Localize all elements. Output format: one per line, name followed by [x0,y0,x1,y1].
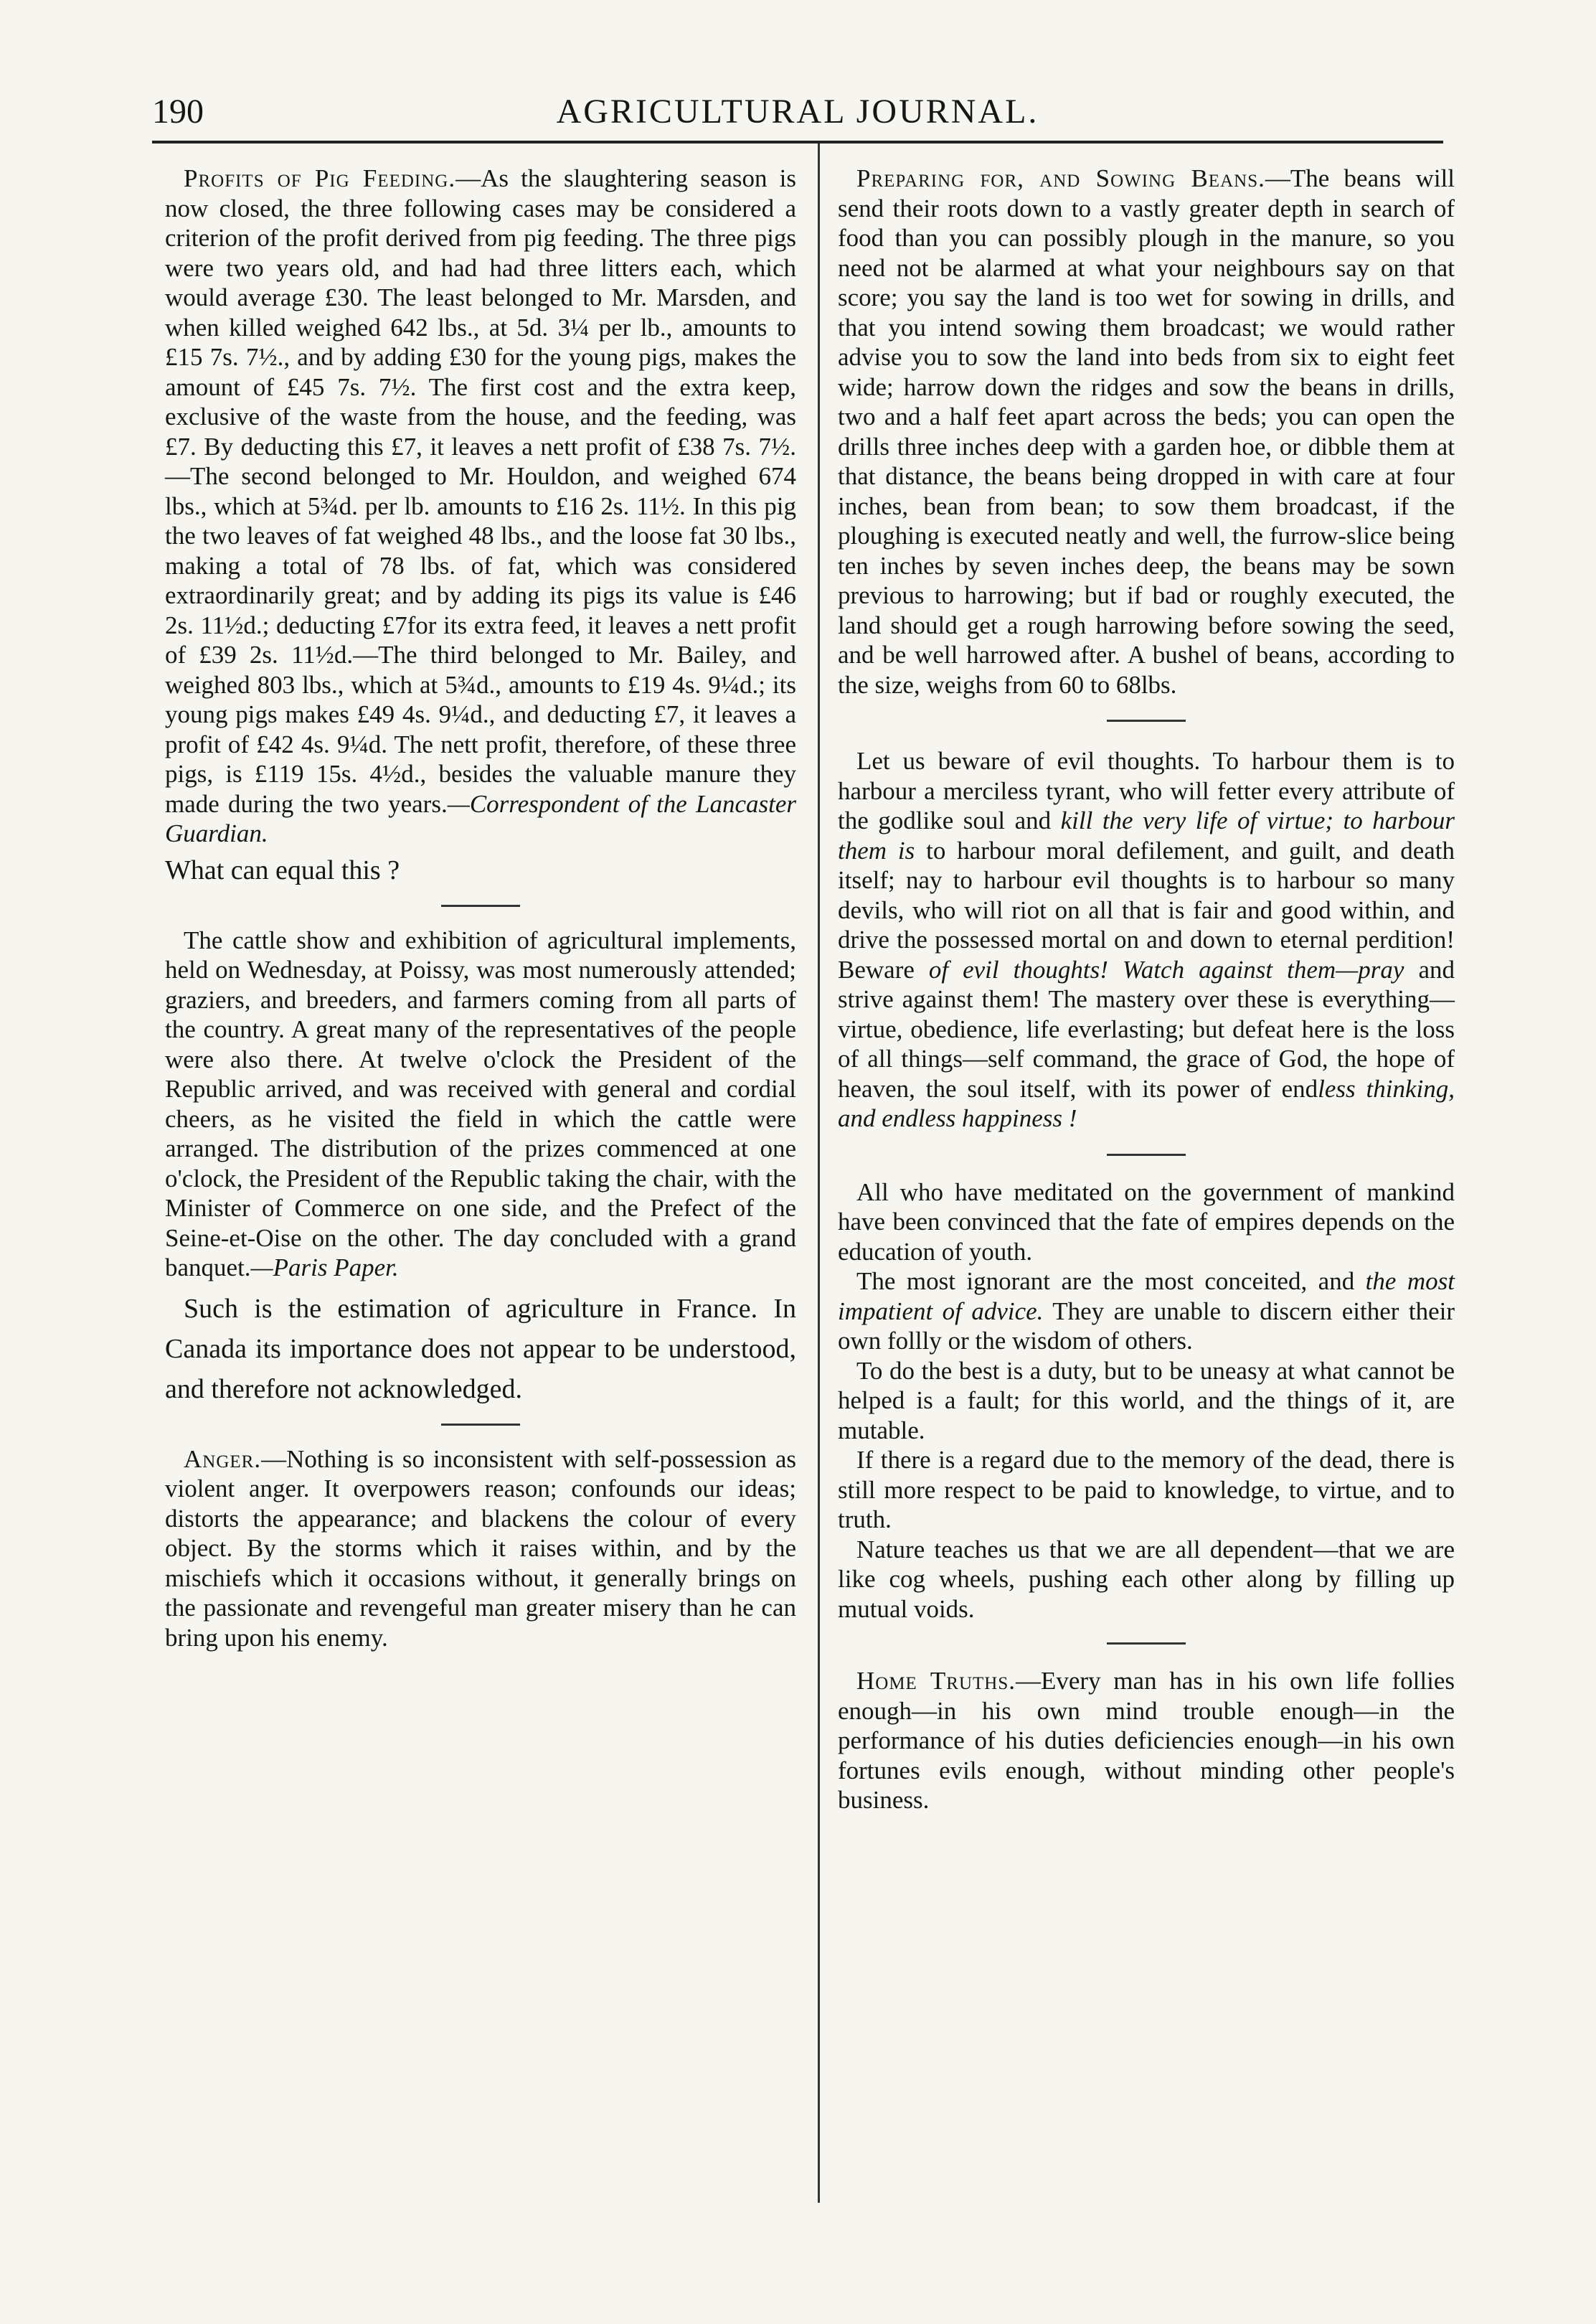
article-body: —Nothing is so inconsistent with self-possession as violent anger. It overpowers reason; confounds our ideas; distorts the appearance; and blackens the colour of every object. By the storms which it raises within, and by the mischiefs which it occasions without, it generally brings on the passionate and revengeful man greater misery than he can bring upon his enemy. [165,1444,796,1652]
article-source: —Paris Paper. [250,1253,399,1281]
text-run-italic: the most impatient of advice. [838,1267,1455,1325]
text-run: The most ignorant are the most conceited, and [856,1267,1366,1295]
separator-rule [441,1424,520,1426]
article-cattle-show [165,926,796,1283]
article-anger [165,1444,796,1653]
page-header [152,92,1443,135]
header-rule [152,141,1443,144]
article-heading: Profits of Pig Feeding. [184,164,456,192]
article-pig-feeding [165,164,796,849]
article-sowing-beans [838,164,1455,700]
column-divider [818,144,820,2203]
article-body: —The beans will send their roots down to a vastly greater depth in search of food than you can possibly plough in the manure, so you need not be alarmed at what your neighbours say on that score; you say the land is too wet for sowing in drills, and that you intend sowing them broadcast; we would rather advise you to sow the land into beds from six to eight feet wide; harrow down the ridges and sow the beans in drills, two and a half feet apart across the beds; you can open the drills three inches deep with a garden hoe, or dibble them at that distance, the beans being dropped in with care at four inches, bean from bean; to sow them broadcast, if the ploughing is executed neatly and well, the furrow-slice being ten inches by seven inches deep, the beans may be sown previous to harrowing; but if bad or roughly executed, the land should get a rough harrowing before sowing the seed, and be well harrowed after. A bushel of beans, according to the size, weighs from 60 to 68lbs. [838,164,1455,699]
editorial-comment-agriculture: Such is the estimation of agriculture in France. In Canada its importance does not appear to be understood, and therefore not acknowledged. [165,1293,796,1404]
text-run-italic: kill the very life of virtue; to harbour them is [838,806,1455,865]
article-heading: Preparing for, and Sowing Beans. [856,164,1265,192]
separator-rule [441,905,520,907]
separator-rule [1107,1154,1186,1156]
maxim-government: All who have meditated on the government of mankind have been convinced that the fate of empires depends on the education of youth. [838,1177,1455,1266]
article-heading: Home Truths. [856,1667,1016,1695]
text-run: and strive against them! The mastery over these is everything—virtue, obedience, life everlasting; but defeat here is the loss of all things—self command, the grace of God, the hope of heaven, the soul itself, with its power of end [838,955,1455,1103]
text-run: to harbour moral defilement, and guilt, and death itself; nay to harbour evil thoughts is to harbour so many devils, who will riot on all that is fair and good within, and drive the possessed mortal on and down to eternal perdition! Beware [838,836,1455,984]
maxim-ignorant [838,1266,1455,1356]
article-body: —As the slaughtering season is now closed, the three following cases may be considered a criterion of the profit derived from pig feeding. The three pigs were two years old, and had had three litters each, which would average £30. The least belonged to Mr. Marsden, and when killed weighed 642 lbs., at 5d. 3¼ per lb., amounts to £15 7s. 7½., and by adding £30 for the young pigs, makes the amount of £45 7s. 7½. The first cost and the extra keep, exclusive of the waste from the house, and the feeding, was £7. By deducting this £7, it leaves a nett profit of £38 7s. 7½.—The second belonged to Mr. Houldon, and weighed 674 lbs., which at 5¾d. per lb. amounts to £16 2s. 11½. In this pig the two leaves of fat weighed 48 lbs., and the loose fat 30 lbs., making a total of 78 lbs. of fat, which was considered extraordinarily great; and by adding its pigs its value is £46 2s. 11½d.; deducting £7for its extra feed, it leaves a nett profit of £39 2s. 11½d.—The third belonged to Mr. Bailey, and weighed 803 lbs., which at 5¾d., amounts to £19 4s. 9¼d.; its young pigs makes £49 4s. 9¼d., and deducting £7, it leaves a profit of £42 4s. 9¼d. The nett profit, therefore, of these three pigs, is £119 15s. 4½d., besides the valuable manure they made during the two years. [165,164,797,818]
article-heading: Anger. [184,1444,262,1473]
maxim-nature: Nature teaches us that we are all dependent—that we are like cog wheels, pushing each other along by filling up mutual voids. [838,1535,1455,1623]
left-column [165,164,796,1652]
text-run-italic: less thinking, and endless happiness ! [838,1074,1455,1132]
article-home-truths [838,1666,1455,1815]
text-run: Let us beware of evil thoughts. To harbour them is to harbour a merciless tyrant, who will fetter every attribute of the godlike soul and [838,747,1455,834]
article-body: The cattle show and exhibition of agricultural implements, held on Wednesday, at Poissy, was most numerously attended; graziers, and breeders, and farmers coming from all parts of the country. A great many of the representatives of the people were also there. At twelve o'clock the President of the Republic arrived, and was received with general and cordial cheers, as he visited the field in which the cattle were arranged. The distribution of the prizes commenced at one o'clock, the President of the Republic taking the chair, with the Minister of Commerce on one side, and the Prefect of the Seine-et-Oise on the other. The day concluded with a grand banquet. [165,926,796,1281]
maxim-memory: If there is a regard due to the memory of the dead, there is still more respect to be paid to knowledge, to virtue, and to truth. [838,1446,1455,1533]
text-run-italic: of evil thoughts! Watch against them—pray [928,955,1404,984]
article-source: —Correspondent of the Lancaster Guardian. [165,789,797,847]
right-column [838,164,1455,1815]
separator-rule [1107,720,1186,722]
article-body: —Every man has in his own life follies enough—in his own mind trouble enough—in the performance of his duties deficiencies enough—in his own fortunes evils enough, without minding other people's business. [838,1667,1455,1814]
running-title: AGRICULTURAL JOURNAL. [556,93,1039,131]
maxim-duty: To do the best is a duty, but to be uneasy at what cannot be helped is a fault; for this world, and the things of it, are mutable. [838,1356,1455,1444]
text-run: They are unable to discern either their own follly or the wisdom of others. [838,1297,1455,1355]
article-evil-thoughts [838,746,1455,1134]
editorial-comment: What can equal this ? [165,855,400,885]
separator-rule [1107,1642,1186,1645]
page-number: 190 [152,93,204,131]
